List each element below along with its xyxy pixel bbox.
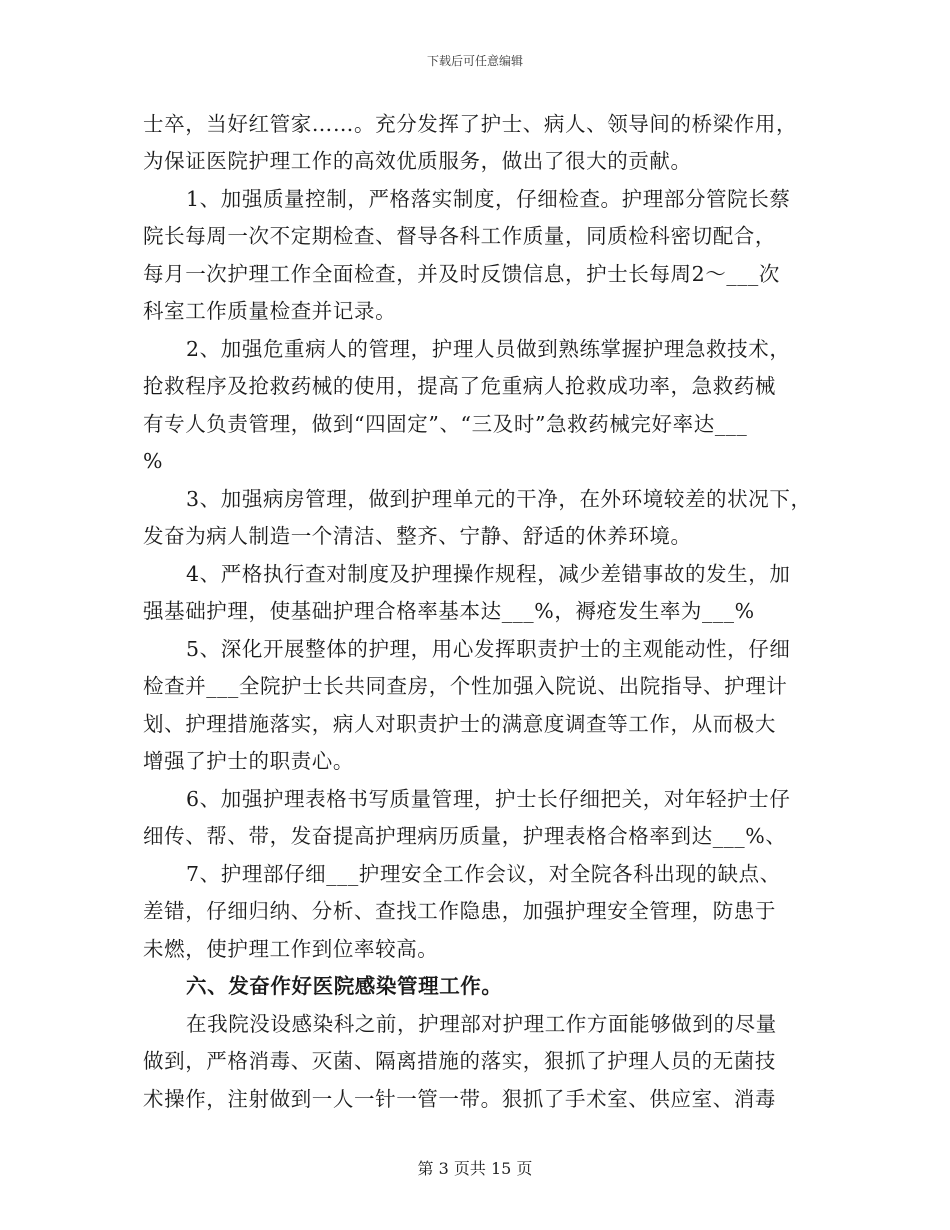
text-line: 未燃，使护理工作到位率较高。 <box>143 937 439 961</box>
text-line: 每月一次护理工作全面检查，并及时反馈信息，护士长每周2～___次 <box>143 262 780 286</box>
text-line: 有专人负责管理，做到“四固定”、“三及时”急救药械完好率达___ <box>143 412 748 436</box>
section-heading: 六、发奋作好医院感染管理工作。 <box>186 974 503 998</box>
text-line: 科室工作质量检查并记录。 <box>143 299 397 323</box>
text-line: 5、深化开展整体的护理，用心发挥职责护士的主观能动性，仔细 <box>186 637 791 661</box>
text-line: 抢救程序及抢救药械的使用，提高了危重病人抢救成功率，急救药械 <box>143 374 776 398</box>
text-line: 强基础护理，使基础护理合格率基本达___%，褥疮发生率为___% <box>143 599 755 623</box>
text-line: 差错，仔细归纳、分析、查找工作隐患，加强护理安全管理，防患于 <box>143 899 776 923</box>
text-line: 院长每周一次不定期检查、督导各科工作质量，同质检科密切配合， <box>143 224 776 248</box>
text-line: 为保证医院护理工作的高效优质服务，做出了很大的贡献。 <box>143 149 692 173</box>
text-line: % <box>143 449 164 473</box>
text-line: 检查并___全院护士长共同查房，个性加强入院说、出院指导、护理计 <box>143 674 788 698</box>
page-footer: 第 3 页共 15 页 <box>417 1159 533 1178</box>
text-line: 细传、帮、带，发奋提高护理病历质量，护理表格合格率到达___%、 <box>143 824 787 848</box>
text-line: 7、护理部仔细___护理安全工作会议，对全院各科出现的缺点、 <box>186 862 781 886</box>
text-line: 划、护理措施落实，病人对职责护士的满意度调查等工作，从而极大 <box>143 712 776 736</box>
text-line: 6、加强护理表格书写质量管理，护士长仔细把关，对年轻护士仔 <box>186 787 791 811</box>
text-line: 在我院没设感染科之前，护理部对护理工作方面能够做到的尽量 <box>186 1012 777 1036</box>
text-line: 术操作，注射做到一人一针一管一带。狠抓了手术室、供应室、消毒 <box>143 1087 776 1111</box>
text-line: 4、严格执行查对制度及护理操作规程，减少差错事故的发生，加 <box>186 562 791 586</box>
text-line: 3、加强病房管理，做到护理单元的干净，在外环境较差的状况下， <box>186 487 812 511</box>
page-header: 下载后可任意编辑 <box>426 54 523 68</box>
text-line: 士卒，当好红管家……。充分发挥了护士、病人、领导间的桥梁作用， <box>143 112 798 136</box>
text-line: 1、加强质量控制，严格落实制度，仔细检查。护理部分管院长蔡 <box>186 187 791 211</box>
text-line: 做到，严格消毒、灭菌、隔离措施的落实，狠抓了护理人员的无菌技 <box>143 1049 776 1073</box>
text-line: 发奋为病人制造一个清洁、整齐、宁静、舒适的休养环境。 <box>143 524 692 548</box>
text-line: 2、加强危重病人的管理，护理人员做到熟练掌握护理急救技术， <box>186 337 791 361</box>
text-line: 增强了护士的职责心。 <box>143 749 354 773</box>
